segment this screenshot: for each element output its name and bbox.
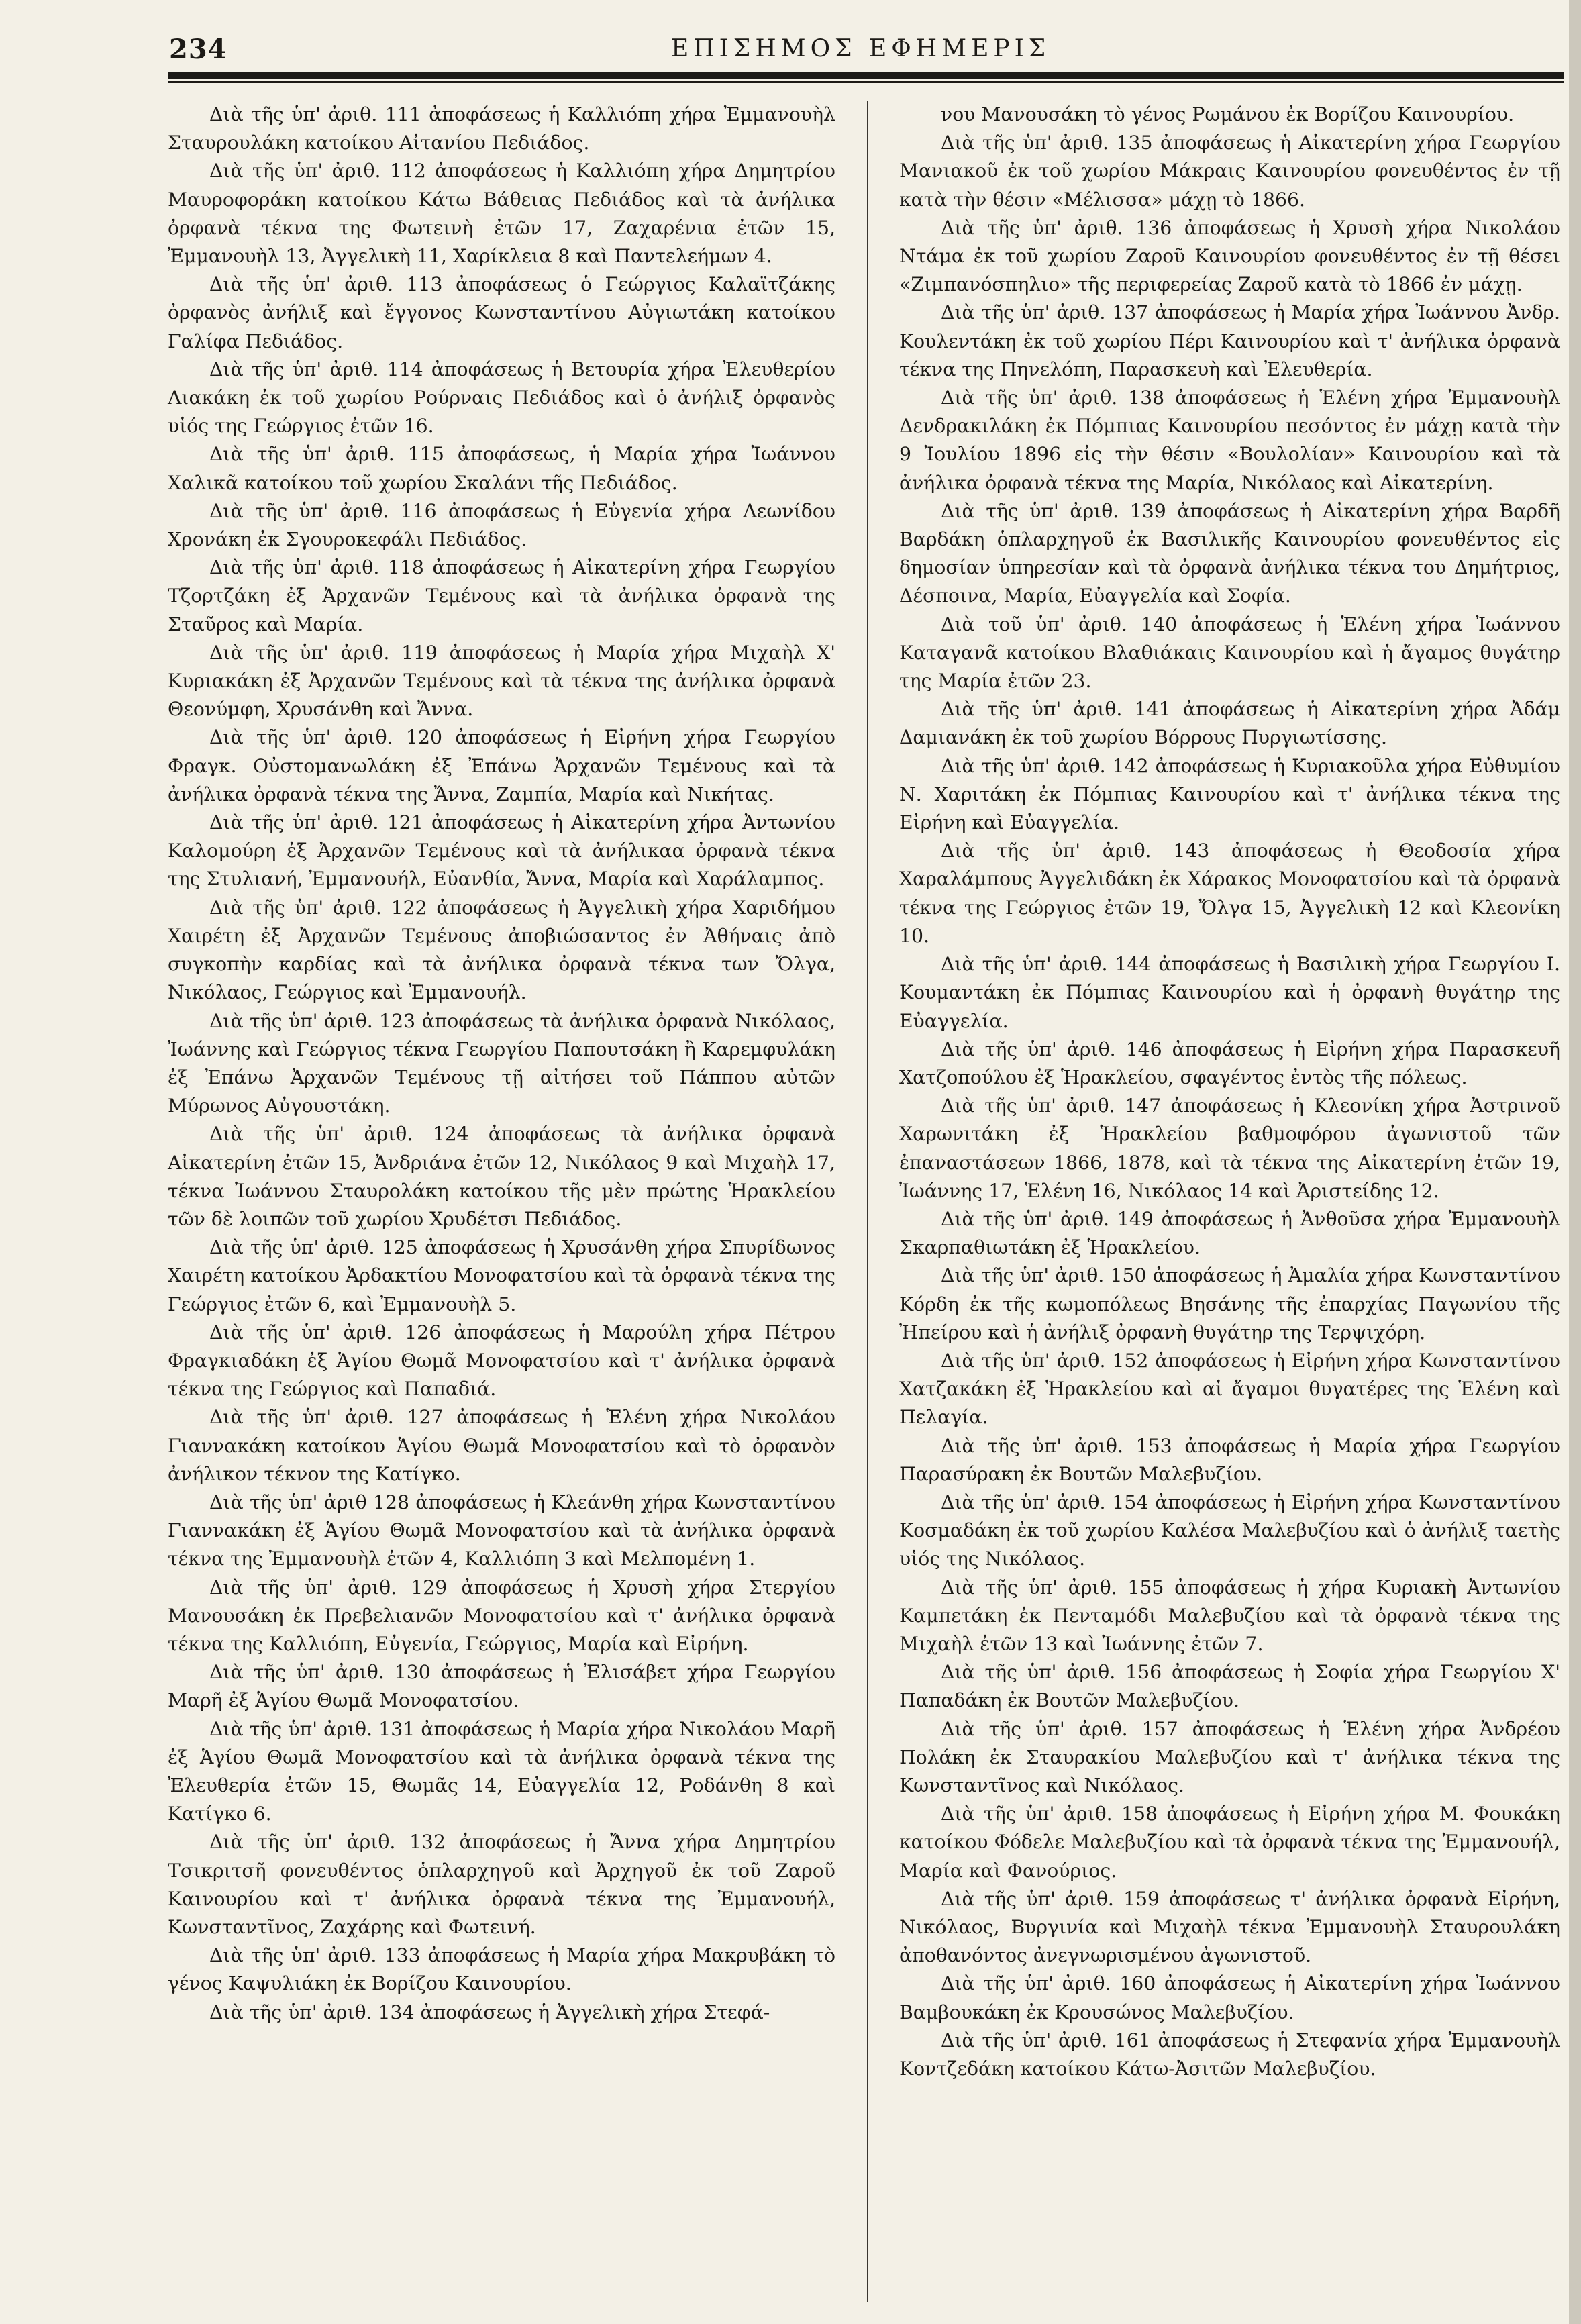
decision-entry: Διὰ τῆς ὑπ' ἀριθ. 112 ἀποφάσεως ἡ Καλλιόπη χήρα Δημητρίου Μαυροφοράκη κατοίκου Κάτω Βάθειας Πεδιάδος καὶ τὰ ἀνήλικα ὀρφανὰ τέκνα της Φωτεινὴ ἐτῶν 17, Ζαχαρένια ἐτῶν 15, Ἐμμανουὴλ 13, Ἀγγελικὴ 11, Χαρίκλεια 8 καὶ Παντελεήμων 4. — [168, 160, 835, 268]
decision-entry: Διὰ τοῦ ὑπ' ἀριθ. 140 ἀποφάσεως ἡ Ἑλένη χήρα Ἰωάννου Καταγανᾶ κατοίκου Βλαθιάκαις Καινουρίου καὶ ἡ ἄγαμος θυγάτηρ της Μαρία ἐτῶν 23. — [899, 613, 1560, 693]
decision-entry: Διὰ τῆς ὑπ' ἀριθ. 130 ἀποφάσεως ἡ Ἐλισάβετ χήρα Γεωργίου Μαρῆ ἐξ Ἁγίου Θωμᾶ Μονοφατσίου. — [168, 1661, 835, 1712]
page-number: 234 — [169, 34, 227, 65]
decision-entry: Διὰ τῆς ὑπ' ἀριθ. 160 ἀποφάσεως ἡ Αἰκατερίνη χήρα Ἰωάννου Βαμβουκάκη ἐκ Κρουσώνος Μαλεβυζίου. — [899, 1972, 1560, 2023]
decision-entry: Διὰ τῆς ὑπ' ἀριθ. 115 ἀποφάσεως, ἡ Μαρία χήρα Ἰωάννου Χαλικᾶ κατοίκου τοῦ χωρίου Σκαλάνι τῆς Πεδιάδος. — [168, 443, 835, 494]
decision-entry: Διὰ τῆς ὑπ' ἀριθ. 142 ἀποφάσεως ἡ Κυριακοῦλα χήρα Εὐθυμίου Ν. Χαριτάκη ἐκ Πόμπιας Καινουρίου καὶ τ' ἀνήλικα τέκνα της Εἰρήνη καὶ Εὐαγγελία. — [899, 754, 1560, 834]
decision-entry: Διὰ τῆς ὑπ' ἀριθ. 125 ἀποφάσεως ἡ Χρυσάνθη χήρα Σπυρίδωνος Χαιρέτη κατοίκου Ἀρδακτίου Μονοφατσίου καὶ τὰ ὀρφανὰ τέκνα της Γεώργιος ἐτῶν 6, καὶ Ἐμμανουὴλ 5. — [168, 1236, 835, 1315]
decision-entry: Διὰ τῆς ὑπ' ἀριθ. 150 ἀποφάσεως ἡ Ἀμαλία χήρα Κωνσταντίνου Κόρδη ἐκ τῆς κωμοπόλεως Βησάνης τῆς ἐπαρχίας Παγωνίου τῆς Ἠπείρου καὶ ἡ ἀνήλιξ ὀρφανὴ θυγάτηρ της Τερψιχόρη. — [899, 1264, 1560, 1344]
decision-entry: Διὰ τῆς ὑπ' ἀριθ. 114 ἀποφάσεως ἡ Βετουρία χήρα Ἐλευθερίου Λιακάκη ἐκ τοῦ χωρίου Ρούρναις Πεδιάδος καὶ ὁ ἀνήλιξ ὀρφανὸς υἱός της Γεώργιος ἐτῶν 16. — [168, 358, 835, 438]
decision-entry: Διὰ τῆς ὑπ' ἀριθ. 143 ἀποφάσεως ἡ Θεοδοσία χήρα Χαραλάμπους Ἀγγελιδάκη ἐκ Χάρακος Μονοφατσίου καὶ τὰ ὀρφανὰ τέκνα της Γεώργιος ἐτῶν 19, Ὄλγα 15, Ἀγγελικὴ 12 καὶ Κλεονίκη 10. — [899, 840, 1560, 947]
page-binding-edge — [1569, 0, 1581, 2324]
decision-entry: Διὰ τῆς ὑπ' ἀριθ. 116 ἀποφάσεως ἡ Εὐγενία χήρα Λεωνίδου Χρονάκη ἐκ Σγουροκεφάλι Πεδιάδος. — [168, 499, 835, 551]
decision-entry: Διὰ τῆς ὑπ' ἀριθ. 118 ἀποφάσεως ἡ Αἰκατερίνη χήρα Γεωργίου Τζορτζάκη ἐξ Ἀρχανῶν Τεμένους καὶ τὰ ἀνήλικα ὀρφανὰ της Σταῦρος καὶ Μαρία. — [168, 556, 835, 636]
decision-entry: Διὰ τῆς ὑπ' ἀριθ. 132 ἀποφάσεως ἡ Ἄννα χήρα Δημητρίου Τσικριτσῆ φονευθέντος ὁπλαρχηγοῦ καὶ Ἀρχηγοῦ ἐκ τοῦ Ζαροῦ Καινουρίου καὶ τ' ἀνήλικα ὀρφανὰ τέκνα της Ἐμμανουήλ, Κωνσταντῖνος, Ζαχάρης καὶ Φωτεινή. — [168, 1831, 835, 1938]
decision-entry: Διὰ τῆς ὑπ' ἀριθ. 120 ἀποφάσεως ἡ Εἰρήνη χήρα Γεωργίου Φραγκ. Οὐστομανωλάκη ἐξ Ἐπάνω Ἀρχανῶν Τεμένους καὶ τὰ ἀνήλικα ὀρφανὰ τέκνα της Ἄννα, Ζαμπία, Μαρία καὶ Νικήτας. — [168, 726, 835, 805]
decision-entry: Διὰ τῆς ὑπ' ἀριθ. 147 ἀποφάσεως ἡ Κλεονίκη χήρα Ἀστρινοῦ Χαρωνιτάκη ἐξ Ἡρακλείου βαθμοφόρου ἀγωνιστοῦ τῶν ἐπαναστάσεων 1866, 1878, καὶ τὰ τέκνα της Αἰκατερίνη ἐτῶν 19, Ἰωάννης 17, Ἑλένη 16, Νικόλαος 14 καὶ Ἀριστείδης 12. — [899, 1095, 1560, 1202]
decision-entry: Διὰ τῆς ὑπ' ἀριθ. 131 ἀποφάσεως ἡ Μαρία χήρα Νικολάου Μαρῆ ἐξ Ἁγίου Θωμᾶ Μονοφατσίου καὶ τὰ ἀνήλικα ὀρφανὰ τέκνα της Ἐλευθερία ἐτῶν 15, Θωμᾶς 14, Εὐαγγελία 12, Ροδάνθη 8 καὶ Κατίγκο 6. — [168, 1717, 835, 1825]
right-column — [899, 101, 1560, 2083]
decision-entry: Διὰ τῆς ὑπ' ἀριθ. 121 ἀποφάσεως ἡ Αἰκατερίνη χήρα Ἀντωνίου Καλομούρη ἐξ Ἀρχανῶν Τεμένους καὶ τὰ ἀνήλικαα ὀρφανὰ τέκνα της Στυλιανή, Ἐμμανουήλ, Εὐανθία, Ἄννα, Μαρία καὶ Χαράλαμπος. — [168, 811, 835, 891]
decision-entry: Διὰ τῆς ὑπ' ἀριθ. 111 ἀποφάσεως ἡ Καλλιόπη χήρα Ἐμμανουὴλ Σταυρουλάκη κατοίκου Αἰτανίου Πεδιάδος. — [168, 103, 835, 154]
decision-entry: Διὰ τῆς ὑπ' ἀριθ. 126 ἀποφάσεως ἡ Μαρούλη χήρα Πέτρου Φραγκιαδάκη ἐξ Ἁγίου Θωμᾶ Μονοφατσίου καὶ τ' ἀνήλικα ὀρφανὰ τέκνα της Γεώργιος καὶ Παπαδιά. — [168, 1321, 835, 1401]
decision-entry: Διὰ τῆς ὑπ' ἀριθ. 122 ἀποφάσεως ἡ Ἀγγελικὴ χήρα Χαριδήμου Χαιρέτη ἐξ Ἀρχανῶν Τεμένους ἀποβιώσαντος ἐν Ἀθήναις ἀπὸ συγκοπὴν καρδίας καὶ τὰ ἀνήλικα ὀρφανὰ τέκνα των Ὄλγα, Νικόλαος, Γεώργιος καὶ Ἐμμανουήλ. — [168, 896, 835, 1004]
header-rule-thick — [168, 72, 1564, 79]
decision-entry: Διὰ τῆς ὑπ' ἀριθ. 149 ἀποφάσεως ἡ Ἀνθοῦσα χήρα Ἐμμανουὴλ Σκαρπαθιωτάκη ἐξ Ἡρακλείου. — [899, 1207, 1560, 1259]
decision-entry: Διὰ τῆς ὑπ' ἀριθ. 156 ἀποφάσεως ἡ Σοφία χήρα Γεωργίου Χ' Παπαδάκη ἐκ Βουτῶν Μαλεβυζίου. — [899, 1661, 1560, 1712]
left-column — [168, 101, 835, 2027]
decision-entry: νου Μανουσάκη τὸ γένος Ρωμάνου ἐκ Βορίζου Καινουρίου. — [941, 103, 1515, 125]
header-rule-thin — [168, 81, 1564, 83]
decision-entry: Διὰ τῆς ὑπ' ἀριθ. 139 ἀποφάσεως ἡ Αἰκατερίνη χήρα Βαρδῆ Βαρδάκη ὁπλαρχηγοῦ ἐκ Βασιλικῆς Καινουρίου φονευθέντος εἰς δημοσίαν ὑπηρεσίαν καὶ τὰ ὀρφανὰ ἀνήλικα τέκνα του Δημήτριος, Δέσποινα, Μαρία, Εὐαγγελία καὶ Σοφία. — [899, 499, 1560, 607]
decision-entry: Διὰ τῆς ὑπ' ἀριθ. 135 ἀποφάσεως ἡ Αἰκατερίνη χήρα Γεωργίου Μανιακοῦ ἐκ τοῦ χωρίου Μάκραις Καινουρίου φονευθέντος ἐν τῇ κατὰ τὴν θέσιν «Μέλισσα» μάχῃ τὸ 1866. — [899, 132, 1560, 211]
decision-entry: Διὰ τῆς ὑπ' ἀριθ. 136 ἀποφάσεως ἡ Χρυσὴ χήρα Νικολάου Ντάμα ἐκ τοῦ χωρίου Ζαροῦ Καινουρίου φονευθέντος ἐν τῇ θέσει «Ζιμπανόσπηλιο» τῆς περιφερείας Ζαροῦ κατὰ τὸ 1866 ἐν μάχῃ. — [899, 216, 1560, 296]
decision-entry: Διὰ τῆς ὑπ' ἀριθ 128 ἀποφάσεως ἡ Κλεάνθη χήρα Κωνσταντίνου Γιαννακάκη ἐξ Ἁγίου Θωμᾶ Μονοφατσίου καὶ τὰ ἀνήλικα ὀρφανὰ τέκνα της Ἐμμανουὴλ ἐτῶν 4, Καλλιόπη 3 καὶ Μελπομένη 1. — [168, 1491, 835, 1570]
decision-entry: Διὰ τῆς ὑπ' ἀριθ. 161 ἀποφάσεως ἡ Στεφανία χήρα Ἐμμανουὴλ Κοντζεδάκη κατοίκου Κάτω-Ἀσιτῶν Μαλεβυζίου. — [899, 2029, 1560, 2080]
decision-entry: Διὰ τῆς ὑπ' ἀριθ. 146 ἀποφάσεως ἡ Εἰρήνη χήρα Παρασκευῆ Χατζοπούλου ἐξ Ἡρακλείου, σφαγέντος ἐντὸς τῆς πόλεως. — [899, 1038, 1560, 1089]
decision-entry: Διὰ τῆς ὑπ' ἀριθ. 155 ἀποφάσεως ἡ χήρα Κυριακὴ Ἀντωνίου Καμπετάκη ἐκ Πενταμόδι Μαλεβυζίου καὶ τὰ ὀρφανὰ τέκνα της Μιχαὴλ ἐτῶν 13 καὶ Ἰωάννης ἐτῶν 7. — [899, 1576, 1560, 1655]
decision-entry: Διὰ τῆς ὑπ' ἀριθ. 124 ἀποφάσεως τὰ ἀνήλικα ὀρφανὰ Αἰκατερίνη ἐτῶν 15, Ἀνδριάνα ἐτῶν 12, Νικόλαος 9 καὶ Μιχαὴλ 17, τέκνα Ἰωάννου Σταυρολάκη κατοίκου τῆς μὲν πρώτης Ἡρακλείου τῶν δὲ λοιπῶν τοῦ χωρίου Χρυδέτσι Πεδιάδος. — [168, 1123, 835, 1230]
decision-entry: Διὰ τῆς ὑπ' ἀριθ. 127 ἀποφάσεως ἡ Ἑλένη χήρα Νικολάου Γιαννακάκη κατοίκου Ἁγίου Θωμᾶ Μονοφατσίου καὶ τὸ ὀρφανὸν ἀνήλικον τέκνον της Κατίγκο. — [168, 1406, 835, 1485]
decision-entry: Διὰ τῆς ὑπ' ἀριθ. 153 ἀποφάσεως ἡ Μαρία χήρα Γεωργίου Παρασύρακη ἐκ Βουτῶν Μαλεβυζίου. — [899, 1434, 1560, 1485]
masthead-title: ΕΠΙΣΗΜΟΣ ΕΦΗΜΕΡΙΣ — [671, 35, 1051, 62]
decision-entry: Διὰ τῆς ὑπ' ἀριθ. 134 ἀποφάσεως ἡ Ἀγγελικὴ χήρα Στεφά- — [209, 2001, 770, 2023]
decision-entry: Διὰ τῆς ὑπ' ἀριθ. 144 ἀποφάσεως ἡ Βασιλικὴ χήρα Γεωργίου Ι. Κουμαντάκη ἐκ Πόμπιας Καινουρίου καὶ ἡ ὀρφανὴ θυγάτηρ της Εὐαγγελία. — [899, 953, 1560, 1032]
column-divider — [867, 101, 868, 2302]
decision-entry: Διὰ τῆς ὑπ' ἀριθ. 129 ἀποφάσεως ἡ Χρυσὴ χήρα Στεργίου Μανουσάκη ἐκ Πρεβελιανῶν Μονοφατσίου καὶ τ' ἀνήλικα ὀρφανὰ τέκνα της Καλλιόπη, Εὐγενία, Γεώργιος, Μαρία καὶ Εἰρήνη. — [168, 1576, 835, 1655]
decision-entry: Διὰ τῆς ὑπ' ἀριθ. 157 ἀποφάσεως ἡ Ἑλένη χήρα Ἀνδρέου Πολάκη ἐκ Σταυρακίου Μαλεβυζίου καὶ τ' ἀνήλικα τέκνα της Κωνσταντῖνος καὶ Νικόλαος. — [899, 1717, 1560, 1797]
decision-entry: Διὰ τῆς ὑπ' ἀριθ. 123 ἀποφάσεως τὰ ἀνήλικα ὀρφανὰ Νικόλαος, Ἰωάννης καὶ Γεώργιος τέκνα Γεωργίου Παπουτσάκη ἢ Καρεμφυλάκη ἐξ Ἐπάνω Ἀρχανῶν Τεμένους τῇ αἰτήσει τοῦ Πάππου αὐτῶν Μύρωνος Αὐγουστάκη. — [168, 1009, 835, 1117]
decision-entry: Διὰ τῆς ὑπ' ἀριθ. 113 ἀποφάσεως ὁ Γεώργιος Καλαϊτζάκης ὀρφανὸς ἀνήλιξ καὶ ἔγγονος Κωνσταντίνου Αὐγιωτάκη κατοίκου Γαλίφα Πεδιάδος. — [168, 273, 835, 352]
decision-entry: Διὰ τῆς ὑπ' ἀριθ. 159 ἀποφάσεως τ' ἀνήλικα ὀρφανὰ Εἰρήνη, Νικόλαος, Βυργινία καὶ Μιχαὴλ τέκνα Ἐμμανουὴλ Σταυρουλάκη ἀποθανόντος ἀνεγνωρισμένου ἀγωνιστοῦ. — [899, 1887, 1560, 1967]
decision-entry: Διὰ τῆς ὑπ' ἀριθ. 158 ἀποφάσεως ἡ Εἰρήνη χήρα Μ. Φουκάκη κατοίκου Φόδελε Μαλεβυζίου καὶ τὰ ὀρφανὰ τέκνα της Ἐμμανουήλ, Μαρία καὶ Φανούριος. — [899, 1803, 1560, 1882]
decision-entry: Διὰ τῆς ὑπ' ἀριθ. 133 ἀποφάσεως ἡ Μαρία χήρα Μακρυβάκη τὸ γένος Καψυλιάκη ἐκ Βορίζου Καινουρίου. — [168, 1944, 835, 1995]
decision-entry: Διὰ τῆς ὑπ' ἀριθ. 154 ἀποφάσεως ἡ Εἰρήνη χήρα Κωνσταντίνου Κοσμαδάκη ἐκ τοῦ χωρίου Καλέσα Μαλεβυζίου καὶ ὁ ἀνήλιξ ταετὴς υἱός της Νικόλαος. — [899, 1491, 1560, 1570]
decision-entry: Διὰ τῆς ὑπ' ἀριθ. 137 ἀποφάσεως ἡ Μαρία χήρα Ἰωάννου Ἀνδρ. Κουλεντάκη ἐκ τοῦ χωρίου Πέρι Καινουρίου καὶ τ' ἀνήλικα ὀρφανὰ τέκνα της Πηνελόπη, Παρασκευὴ καὶ Ἐλευθερία. — [899, 301, 1560, 381]
decision-entry: Διὰ τῆς ὑπ' ἀριθ. 141 ἀποφάσεως ἡ Αἰκατερίνη χήρα Ἀδάμ Δαμιανάκη ἐκ τοῦ χωρίου Βόρρους Πυργιωτίσσης. — [899, 698, 1560, 749]
decision-entry: Διὰ τῆς ὑπ' ἀριθ. 138 ἀποφάσεως ἡ Ἑλένη χήρα Ἐμμανουὴλ Δενδρακιλάκη ἐκ Πόμπιας Καινουρίου πεσόντος ἐν μάχῃ κατὰ τὴν 9 Ἰουλίου 1896 εἰς τὴν θέσιν «Βουλολίαν» Καινουρίου καὶ τὰ ἀνήλικα ὀρφανὰ τέκνα της Μαρία, Νικόλαος καὶ Αἰκατερίνη. — [899, 387, 1560, 494]
decision-entry: Διὰ τῆς ὑπ' ἀριθ. 152 ἀποφάσεως ἡ Εἰρήνη χήρα Κωνσταντίνου Χατζακάκη ἐξ Ἡρακλείου καὶ αἱ ἄγαμοι θυγατέρες της Ἑλένη καὶ Πελαγία. — [899, 1349, 1560, 1429]
decision-entry: Διὰ τῆς ὑπ' ἀριθ. 119 ἀποφάσεως ἡ Μαρία χήρα Μιχαὴλ Χ' Κυριακάκη ἐξ Ἀρχανῶν Τεμένους καὶ τὰ τέκνα της ἀνήλικα ὀρφανὰ Θεονύμφη, Χρυσάνθη καὶ Ἄννα. — [168, 641, 835, 721]
